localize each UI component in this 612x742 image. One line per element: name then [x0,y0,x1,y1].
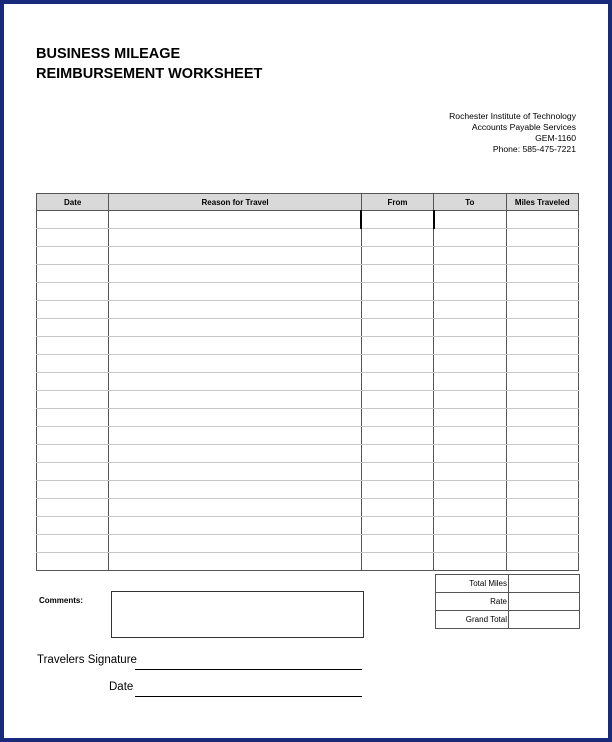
from-cell[interactable] [361,301,433,319]
from-cell[interactable] [361,481,433,499]
miles-cell[interactable] [506,409,578,427]
miles-cell[interactable] [506,373,578,391]
table-row [37,409,579,427]
date-cell[interactable] [37,499,109,517]
from-cell[interactable] [361,265,433,283]
date-cell[interactable] [37,445,109,463]
comments-field[interactable] [111,591,364,638]
column-header-date: Date [37,194,109,211]
miles-cell[interactable] [506,553,578,571]
organization-department: Accounts Payable Services [471,122,576,132]
date-cell[interactable] [37,247,109,265]
table-row [37,463,579,481]
from-cell[interactable] [361,463,433,481]
reason-cell[interactable] [109,553,361,571]
to-cell[interactable] [434,355,506,373]
organization-block [449,111,576,155]
from-cell[interactable] [361,337,433,355]
table-row [37,283,579,301]
date-cell[interactable] [37,229,109,247]
date-cell[interactable] [37,481,109,499]
table-row [37,481,579,499]
date-cell[interactable] [37,535,109,553]
reason-cell[interactable] [109,535,361,553]
to-cell[interactable] [434,229,506,247]
mileage-log-body [37,211,579,571]
reason-cell[interactable] [109,391,361,409]
to-cell[interactable] [434,265,506,283]
from-cell[interactable] [361,427,433,445]
date-cell[interactable] [37,355,109,373]
date-cell[interactable] [37,283,109,301]
from-cell[interactable] [361,553,433,571]
to-cell[interactable] [434,211,506,229]
reason-cell[interactable] [109,211,361,229]
total-miles-label: Total Miles [436,575,509,593]
table-row [37,337,579,355]
from-cell[interactable] [361,355,433,373]
signature-date-line[interactable] [135,696,362,697]
signature-date-label: Date [109,681,134,693]
from-cell[interactable] [361,283,433,301]
to-cell[interactable] [434,553,506,571]
organization-phone: Phone: 585-475-7221 [492,144,576,154]
organization-name: Rochester Institute of Technology [449,111,576,121]
column-header-to: To [434,194,506,211]
to-cell[interactable] [434,427,506,445]
miles-cell[interactable] [506,463,578,481]
reason-cell[interactable] [109,445,361,463]
totals-table [435,574,580,629]
table-row [37,373,579,391]
miles-cell[interactable] [506,481,578,499]
reason-cell[interactable] [109,517,361,535]
column-header-reason: Reason for Travel [109,194,361,211]
miles-cell[interactable] [506,229,578,247]
reason-cell[interactable] [109,283,361,301]
to-cell[interactable] [434,445,506,463]
table-row [37,229,579,247]
mileage-log-table [36,193,579,571]
form-title-line-2: REIMBURSEMENT WORKSHEET [36,66,263,82]
miles-cell[interactable] [506,283,578,301]
rate-label: Rate [436,593,509,611]
to-cell[interactable] [434,301,506,319]
column-header-from: From [361,194,433,211]
date-cell[interactable] [37,391,109,409]
table-row [37,391,579,409]
grand-total-field[interactable] [509,611,580,629]
date-cell[interactable] [37,211,109,229]
reason-cell[interactable] [109,427,361,445]
reason-cell[interactable] [109,355,361,373]
reason-cell[interactable] [109,409,361,427]
travelers-signature-line[interactable] [135,669,362,670]
reason-cell[interactable] [109,247,361,265]
travelers-signature-label: Travelers Signature [37,654,137,666]
to-cell[interactable] [434,499,506,517]
organization-location: GEM-1160 [535,133,576,143]
rate-field[interactable] [509,593,580,611]
grand-total-row [436,611,580,629]
to-cell[interactable] [434,283,506,301]
from-cell[interactable] [361,373,433,391]
to-cell[interactable] [434,247,506,265]
date-cell[interactable] [37,337,109,355]
date-cell[interactable] [37,265,109,283]
comments-label: Comments: [39,596,84,605]
reason-cell[interactable] [109,463,361,481]
date-cell[interactable] [37,517,109,535]
date-cell[interactable] [37,409,109,427]
table-row [37,301,579,319]
table-row [37,499,579,517]
to-cell[interactable] [434,319,506,337]
miles-cell[interactable] [506,355,578,373]
rate-row [436,593,580,611]
miles-cell[interactable] [506,535,578,553]
table-header-row [37,194,579,211]
reason-cell[interactable] [109,337,361,355]
column-header-miles: Miles Traveled [506,194,578,211]
miles-cell[interactable] [506,445,578,463]
from-cell[interactable] [361,445,433,463]
reason-cell[interactable] [109,301,361,319]
from-cell[interactable] [361,409,433,427]
reason-cell[interactable] [109,229,361,247]
from-cell[interactable] [361,391,433,409]
table-row [37,211,579,229]
reason-cell[interactable] [109,373,361,391]
miles-cell[interactable] [506,211,578,229]
form-title-line-1: BUSINESS MILEAGE [36,46,181,62]
to-cell[interactable] [434,463,506,481]
grand-total-label: Grand Total [436,611,509,629]
reason-cell[interactable] [109,499,361,517]
from-cell[interactable] [361,517,433,535]
miles-cell[interactable] [506,427,578,445]
table-row [37,247,579,265]
miles-cell[interactable] [506,337,578,355]
from-cell[interactable] [361,499,433,517]
table-row [37,445,579,463]
table-row [37,535,579,553]
miles-cell[interactable] [506,319,578,337]
date-cell[interactable] [37,427,109,445]
table-row [37,553,579,571]
reason-cell[interactable] [109,481,361,499]
to-cell[interactable] [434,391,506,409]
miles-cell[interactable] [506,301,578,319]
from-cell[interactable] [361,247,433,265]
date-cell[interactable] [37,553,109,571]
table-row [37,355,579,373]
to-cell[interactable] [434,535,506,553]
to-cell[interactable] [434,337,506,355]
table-row [37,517,579,535]
miles-cell[interactable] [506,391,578,409]
from-cell[interactable] [361,319,433,337]
date-cell[interactable] [37,301,109,319]
table-row [37,265,579,283]
miles-cell[interactable] [506,247,578,265]
date-cell[interactable] [37,319,109,337]
miles-cell[interactable] [506,499,578,517]
reason-cell[interactable] [109,319,361,337]
to-cell[interactable] [434,373,506,391]
from-cell[interactable] [361,211,433,229]
to-cell[interactable] [434,481,506,499]
to-cell[interactable] [434,517,506,535]
total-miles-field[interactable] [509,575,580,593]
to-cell[interactable] [434,409,506,427]
table-row [37,427,579,445]
date-cell[interactable] [37,463,109,481]
date-cell[interactable] [37,373,109,391]
total-miles-row [436,575,580,593]
reason-cell[interactable] [109,265,361,283]
from-cell[interactable] [361,535,433,553]
form-title [36,44,262,84]
miles-cell[interactable] [506,265,578,283]
table-row [37,319,579,337]
from-cell[interactable] [361,229,433,247]
miles-cell[interactable] [506,517,578,535]
